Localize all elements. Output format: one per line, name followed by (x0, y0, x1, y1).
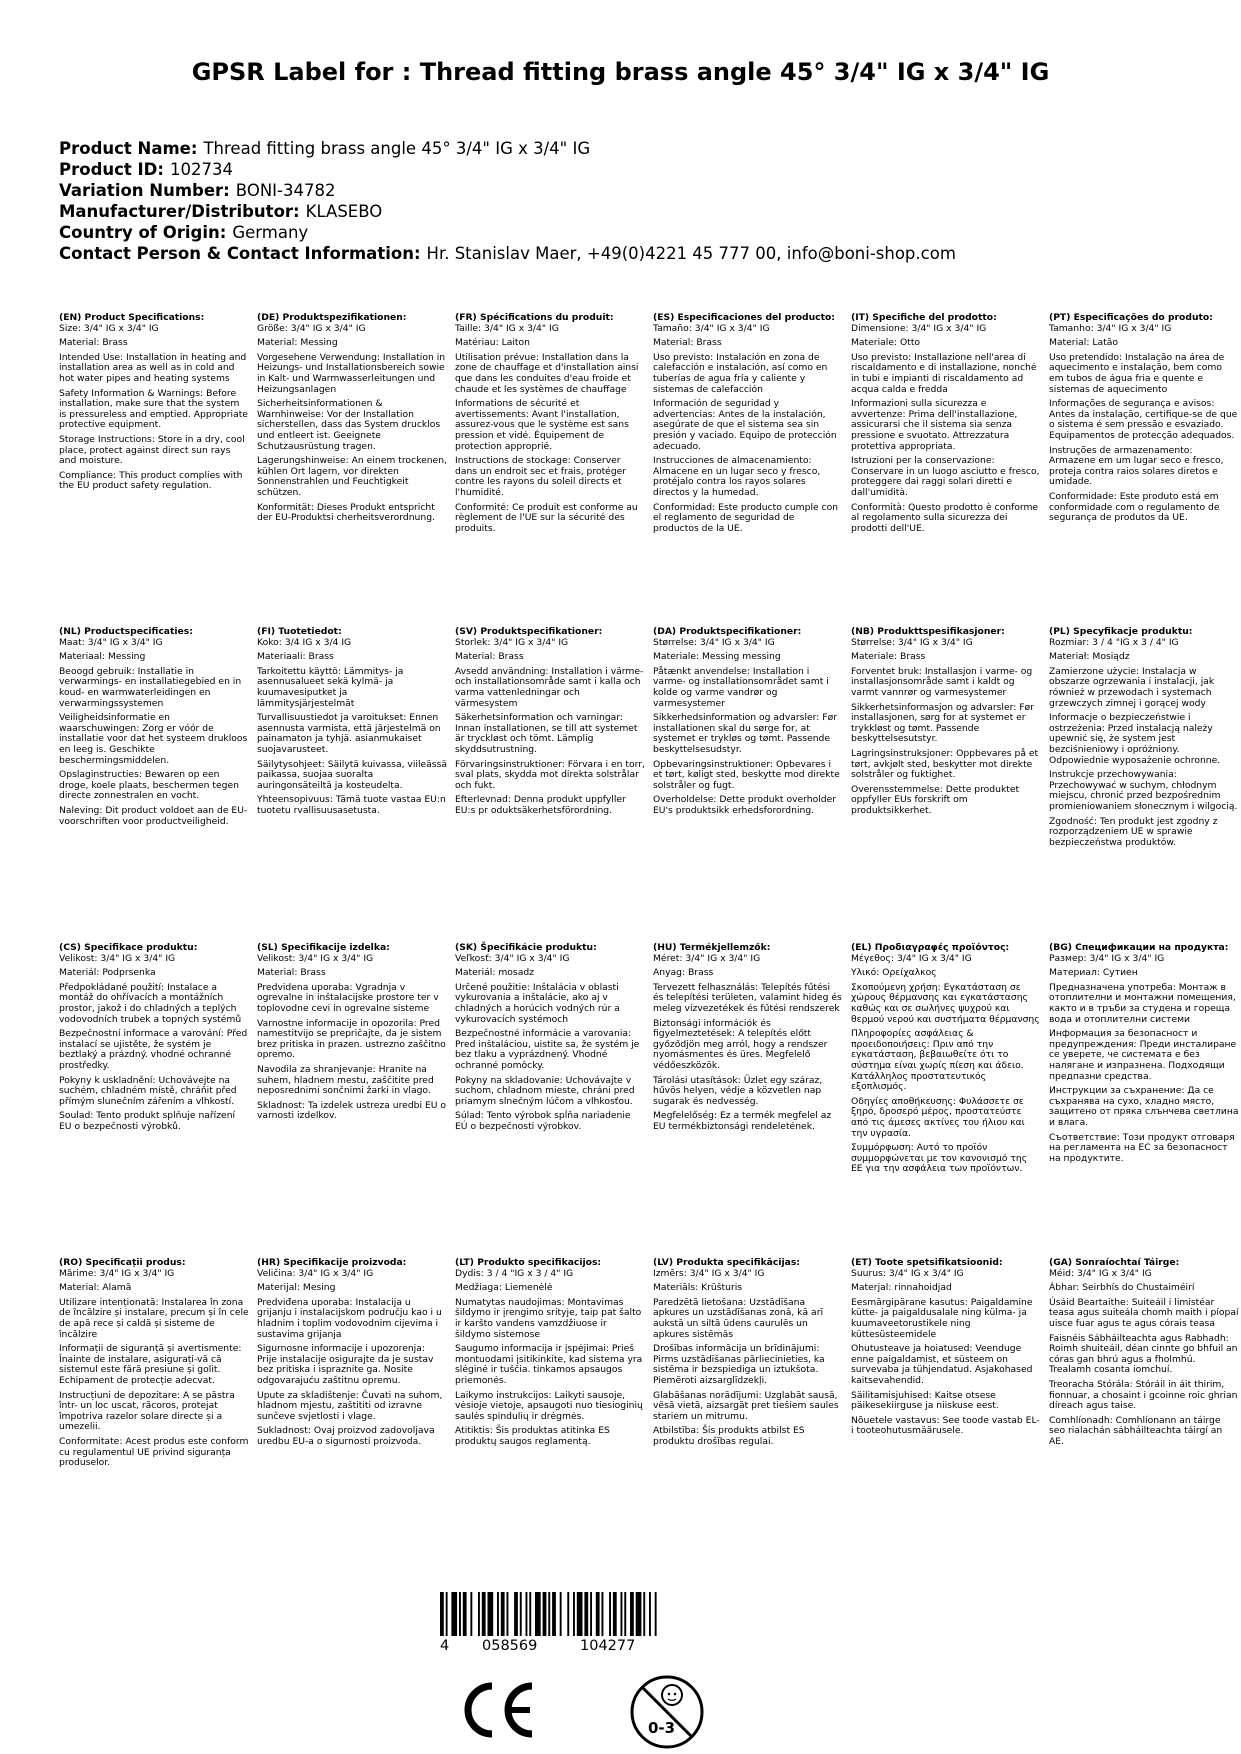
spec-heading: (NL) Productspecificaties: (59, 626, 193, 637)
spec-line: Eesmärgipärane kasutus: Paigaldamine kütte- ja paigaldusalale ning külma- ja kuumaveetorustikele ning küttesüsteemidele (851, 1296, 1033, 1340)
spec-line: Πληροφορίες ασφάλειας & προειδοποιήσεις: Πριν από την εγκατάσταση, βεβαιωθείτε ότι το σύστημα είναι χωρίς πίεση και άδειο. Κατάλληλος προστατευτικός εξοπλισμός. (851, 1028, 1024, 1093)
barcode-bar (573, 1592, 575, 1636)
barcode-bar (482, 1592, 486, 1636)
spec-line: Ábhar: Seirbhís do Chustaiméirí (1049, 1282, 1195, 1294)
spec-line: Μέγεθος: 3/4" IG x 3/4" IG (851, 952, 972, 964)
spec-line: Rozmiar: 3 / 4 "IG x 3 / 4" IG (1049, 636, 1179, 648)
barcode-lead-digit: 4 (440, 1638, 450, 1654)
spec-heading: (HU) Termékjellemzők: (653, 942, 771, 953)
spec-heading: (ES) Especificaciones del producto: (653, 312, 835, 323)
spec-line: Sicherheitsinformationen & Warnhinweise: Vor der Installation sicherstellen, dass das System drucklos und entleert ist. Geeignete Schutzausrüstung tragen. (257, 398, 441, 452)
spec-line: Informacje o bezpieczeństwie i ostrzeżenia: Przed instalacją należy upewnić się, że system jest bezciśnieniowy i opróżniony. Odpowiednie wyposażenie ochronne. (1049, 712, 1221, 766)
spec-line: Dydis: 3 / 4 "IG x 3 / 4" IG (455, 1267, 574, 1279)
spec-line: Forventet bruk: Installasjon i varme- og installasjonsområde samt i kaldt og varmt vannrør og varmesystemer (851, 665, 1033, 698)
spec-line: Anyag: Brass (653, 967, 714, 979)
spec-line: Material: Latão (1049, 337, 1118, 349)
barcode-bar (596, 1592, 600, 1636)
spec-line: Conformitate: Acest produs este conform cu regulamentul UE privind siguranța produselor. (59, 1435, 249, 1469)
spec-line: Size: 3/4" IG x 3/4" IG (59, 322, 159, 334)
spec-line: Размер: 3/4" IG x 3/4" IG (1049, 952, 1165, 964)
spec-line: Materiāls: Krūšturis (653, 1282, 743, 1294)
spec-heading: (HR) Specifikacije proizvoda: (257, 1257, 407, 1268)
spec-block (653, 627, 843, 821)
spec-line: Größe: 3/4" IG x 3/4" IG (257, 322, 366, 334)
spec-line: Zamierzone użycie: Instalacja w obszarze ogrzewania i instalacji, jak również w przewodach i systemach grzewczych zimnej i gorącej wody (1049, 665, 1215, 709)
spec-line: Informazioni sulla sicurezza e avvertenze: Prima dell'installazione, assicurarsi che il sistema sia senza pressione e svuotato. Attrezzatura protettiva appropriata. (851, 398, 1018, 452)
spec-line: Material: Brass (257, 967, 326, 979)
spec-line: Uso pretendido: Instalação na área de aquecimento e instalação, bem como em tubos de água fria e quente e sistemas de aquecimento (1049, 351, 1225, 395)
spec-line: Opbevaringsinstruktioner: Opbevares i et tørt, køligt sted, beskytte mod direkte solstråler og fugt. (653, 758, 840, 791)
spec-line: Opslaginstructies: Bewaren op een droge, koele plaats, beschermen tegen directe zonnestralen en vocht. (59, 769, 239, 802)
spec-line: Faisnéis Sábháilteachta agus Rabhadh: Roimh shuiteáil, déan cinnte go bhfuil an córas gan bhrú agus a fholmhú. Trealamh cosanta iomchuí. (1049, 1332, 1238, 1376)
barcode-bar (520, 1592, 522, 1636)
barcode-bar (643, 1592, 645, 1636)
spec-line: Matériau: Laiton (455, 337, 530, 349)
country-label: Country of Origin: (59, 223, 227, 242)
spec-heading: (DE) Produktspezifikationen: (257, 312, 407, 323)
barcode-bar (609, 1592, 611, 1636)
spec-line: Medžiaga: Liemenėlė (455, 1282, 553, 1294)
spec-line: Material: Messing (257, 337, 338, 349)
spec-line: Utilisation prévue: Installation dans la zone de chauffage et d'installation ainsi que dans les conduites d'eau froide et chaude et les systèmes de chauffage (455, 351, 639, 395)
spec-line: Conformidade: Este produto está em conformidade com o regulamento de segurança de produtos da UE. (1049, 490, 1220, 524)
spec-line: Storlek: 3/4" IG x 3/4" IG (455, 636, 569, 648)
spec-heading: (CS) Specifikace produktu: (59, 942, 198, 953)
spec-line: Sigurnosne informacije i upozorenja: Prije instalacije osigurajte da je sustav bez pritiska i ispraznite ga. Nosite odgovarajuću zaštitnu opremu. (257, 1343, 434, 1386)
spec-line: Paredzētā lietošana: Uzstādīšana apkures un uzstādīšanas zonā, kā arī aukstā un siltā ūdens caurulēs un apkures sistēmās (653, 1296, 824, 1340)
variation-number-row (59, 180, 956, 201)
spec-line: Maat: 3/4" IG x 3/4" IG (59, 636, 163, 648)
spec-heading: (GA) Sonraíochtaí Táirge: (1049, 1257, 1180, 1268)
spec-line: Materiál: Podprsenka (59, 967, 156, 979)
barcode-left-digits: 058569 (482, 1638, 538, 1654)
barcode-bar (488, 1592, 494, 1636)
barcode-bar (529, 1592, 531, 1636)
spec-line: Upute za skladištenje: Čuvati na suhom, hladnom mjestu, zaštititi od izravne sunčeve svjetlosti i vlage. (257, 1389, 443, 1422)
barcode (440, 1592, 660, 1636)
spec-line: Sukladnost: Ovaj proizvod zadovoljava uredbu EU-a o sigurnosti proizvoda. (257, 1425, 435, 1447)
spec-line: Tarkoitettu käyttö: Lämmitys- ja asennusalueet sekä kylmä- ja kuumavesiputket ja lämmitysjärjestelmät (257, 665, 404, 709)
spec-line: Materiál: mosadz (455, 967, 534, 979)
spec-block (59, 627, 249, 831)
barcode-bar (577, 1592, 583, 1636)
spec-block (851, 943, 1041, 1179)
spec-line: Treoracha Stórála: Stóráil in áit thirim, fionnuar, a chosaint i gcoinne roic ghrian díreach agus taise. (1049, 1378, 1238, 1412)
spec-line: Veľkosť: 3/4" IG x 3/4" IG (455, 952, 570, 964)
country-row (59, 222, 956, 243)
age-warning-icon (628, 1673, 706, 1751)
spec-line: Υλικό: Ορείχαλκος (851, 967, 937, 979)
spec-line: Intended Use: Installation in heating and installation area as well as in cold and hot water pipes and heating systems (59, 351, 247, 384)
spec-heading: (PT) Especificações do produto: (1049, 312, 1213, 323)
spec-line: Información de seguridad y advertencias: Antes de la instalación, asegúrate de que el sistema sea sin presión y vaciado. Equipo de protección adecuado. (653, 398, 837, 452)
spec-line: Информация за безопасност и предупреждения: Преди инсталиране се уверете, че системата е без налягане и изпразнена. Подходящи предпазни средства. (1049, 1028, 1237, 1082)
spec-heading: (ET) Toote spetsifikatsioonid: (851, 1257, 1003, 1268)
spec-line: Overholdelse: Dette produkt overholder EU's produktsikk erhedsforordning. (653, 794, 837, 816)
spec-heading: (EN) Product Specifications: (59, 312, 205, 323)
spec-line: Instrucciones de almacenamiento: Almacene en un lugar seco y fresco, protéjalo contra los rayos solares directos y la humedad. (653, 455, 821, 498)
spec-block (455, 627, 645, 821)
variation-number-value: BONI-34782 (235, 181, 336, 200)
manufacturer-value: KLASEBO (305, 202, 383, 221)
barcode-bar (497, 1592, 499, 1636)
spec-block (455, 1258, 645, 1452)
spec-line: Zgodność: Ten produkt jest zgodny z rozporządzeniem UE w sprawie bezpieczeństwa produktów. (1049, 815, 1218, 848)
barcode-bar (463, 1592, 467, 1636)
spec-line: Предназначена употреба: Монтаж в отоплителни и монтажни помещения, както и в тръби за студена и гореща вода и отоплителни системи (1049, 981, 1236, 1025)
spec-line: Velikost: 3/4" IG x 3/4" IG (257, 952, 374, 964)
manufacturer-label: Manufacturer/Distributor: (59, 202, 300, 221)
spec-line: Informações de segurança e avisos: Antes da instalação, certifique-se de que o sistema é sem pressão e esvaziado. Equipamentos de protecção adequados. (1049, 398, 1238, 441)
spec-line: Tárolási utasítások: Üzlet egy száraz, hűvös helyen, védje a közvetlen nap sugarak és nedvesség. (653, 1074, 823, 1107)
spec-line: Comhlíonadh: Comhlíonann an táirge seo rialachán sábháilteachta táirgí an AE. (1049, 1414, 1223, 1447)
spec-line: Størrelse: 3/4" IG x 3/4" IG (851, 636, 973, 648)
spec-heading: (SK) Špecifikácie produktu: (455, 942, 597, 953)
spec-line: Méret: 3/4" IG x 3/4" IG (653, 952, 761, 964)
spec-heading: (SL) Specifikacije izdelka: (257, 942, 390, 953)
age-warning-text: 0-3 (648, 1719, 676, 1737)
barcode-bar (548, 1592, 550, 1636)
spec-line: Určené použitie: Inštalácia v oblasti vykurovania a inštalácie, ako aj v chladných a horúcich vodných rúr a vykurovacích systémoch (455, 981, 620, 1025)
spec-heading: (DA) Produktspecifikationer: (653, 626, 802, 637)
barcode-bar (470, 1592, 472, 1636)
spec-block (1049, 313, 1239, 528)
spec-line: Storage Instructions: Store in a dry, cool place, protect against direct sun rays and moisture. (59, 433, 245, 467)
spec-heading: (PL) Specyfikacje produktu: (1049, 626, 1193, 637)
spec-line: Instructions de stockage: Conserver dans un endroit sec et frais, protéger contre les rayons du soleil directs et l'humidité. (455, 455, 627, 498)
spec-line: Съответствие: Този продукт отговаря на регламента на ЕС за безопасност на продуктите. (1049, 1131, 1235, 1164)
spec-line: Säilytysohjeet: Säilytä kuivassa, viileässä paikassa, suojaa suoralta auringonsäteiltä ja kosteudelta. (257, 758, 448, 791)
spec-heading: (BG) Спецификации на продукта: (1049, 942, 1229, 953)
spec-line: Conformità: Questo prodotto è conforme al regolamento sulla sicurezza dei prodotti dell'UE. (851, 501, 1039, 534)
spec-line: Tamanho: 3/4" IG x 3/4" IG (1049, 322, 1172, 334)
barcode-bar (655, 1592, 657, 1636)
spec-line: Συμμόρφωση: Αυτό το προϊόν συμμορφώνεται με τον κανονισμό της ΕΕ για την ασφάλεια των προϊόντων. (851, 1142, 1028, 1175)
spec-line: Lagerungshinweise: An einem trockenen, kühlen Ort lagern, vor direkten Sonnenstrahlen und Feuchtigkeit schützen. (257, 455, 447, 498)
country-value: Germany (232, 223, 309, 242)
barcode-bar (552, 1592, 556, 1636)
spec-line: Material: Brass (455, 651, 524, 663)
spec-line: Lagringsinstruksjoner: Oppbevares på et tørt, avkjølt sted, beskytter mot direkte solstråler og fuktighet. (851, 747, 1039, 781)
barcode-bar (613, 1592, 617, 1636)
spec-line: Skladnost: Ta izdelek ustreza uredbi EU o varnosti izdelkov. (257, 1099, 447, 1122)
spec-block (1049, 1258, 1239, 1452)
spec-line: Megfelelőség: Ez a termék megfelel az EU termékbiztonsági rendeletének. (653, 1110, 832, 1132)
spec-line: Sikkerhetsinformasjon og advarsler: Før installasjonen, sørg for at systemet er trykkløst og tømt. Passende beskyttelsesutstyr. (851, 701, 1034, 745)
spec-block (59, 1258, 249, 1473)
spec-block (455, 943, 645, 1137)
spec-block (257, 943, 447, 1126)
spec-block (257, 627, 447, 821)
spec-line: Uso previsto: Instalación en zona de calefacción e instalación, así como en tuberías de agua fría y caliente y sistemas de calefacción (653, 351, 828, 395)
spec-line: Vorgesehene Verwendung: Installation in Heizungs- und Installationsbereich sowie in Kalt- und Warmwasserleitungen und Heizungsanlagen (257, 351, 446, 395)
manufacturer-row (59, 201, 956, 222)
spec-block (851, 627, 1041, 821)
spec-line: Taille: 3/4" IG x 3/4" IG (455, 322, 559, 334)
spec-line: Yhteensopivuus: Tämä tuote vastaa EU:n tuotetu rvallisuusasetusta. (257, 794, 446, 816)
spec-line: Størrelse: 3/4" IG x 3/4" IG (653, 636, 775, 648)
spec-block (653, 313, 843, 538)
spec-line: Материал: Сутиен (1049, 967, 1138, 979)
spec-line: Úsáid Beartaithe: Suiteáil i limistéar teasa agus suiteála chomh maith i píopaí uisce fuar agus te agus córais teasa (1049, 1296, 1239, 1329)
spec-line: Suurus: 3/4" IG x 3/4" IG (851, 1267, 964, 1279)
spec-heading: (FI) Tuotetiedot: (257, 626, 342, 637)
barcode-bar (567, 1592, 569, 1636)
spec-line: Tamaño: 3/4" IG x 3/4" IG (653, 322, 770, 334)
barcode-bar (560, 1592, 562, 1636)
spec-line: Materiaali: Brass (257, 651, 334, 663)
spec-line: Инструкции за съхранение: Да се съхранява на сухо, хладно място, защитено от пряка слънчева светлина и влага. (1049, 1085, 1239, 1128)
spec-line: Materiale: Brass (851, 651, 926, 663)
product-name-value: Thread fitting brass angle 45° 3/4" IG x 3/4" IG (203, 139, 591, 158)
spec-line: Turvallisuustiedot ja varoitukset: Ennen asennusta varmista, että järjestelmä on painamaton ja tyhjä. asianmukaiset suojavarusteet. (257, 712, 441, 755)
spec-line: Safety Information & Warnings: Before installation, make sure that the system is pressureless and emptied. Appropriate protective equipment. (59, 387, 248, 431)
spec-line: Predvidena uporaba: Vgradnja v ogrevalne in inštalacijske prostore ter v toplovodne cevi in ogrevalne sisteme (257, 981, 439, 1014)
barcode-bar (526, 1592, 528, 1636)
spec-block (59, 943, 249, 1137)
spec-line: Izmērs: 3/4" IG x 3/4" IG (653, 1267, 765, 1279)
spec-line: Méid: 3/4" IG x 3/4" IG (1049, 1267, 1152, 1279)
spec-block (851, 313, 1041, 538)
spec-line: Tervezett felhasználás: Telepítés fűtési és telepítési területen, valamint hideg és meleg vízvezetékek és fűtési rendszerek (653, 981, 842, 1014)
spec-block (1049, 943, 1239, 1168)
spec-line: Material: Alamă (59, 1282, 132, 1294)
spec-line: Conformidad: Este producto cumple con el reglamento de seguridad de productos de la UE. (653, 501, 839, 534)
spec-line: Materiale: Messing messing (653, 651, 781, 663)
barcode-bar (649, 1592, 651, 1636)
spec-line: Atbilstība: Šis produkts atbilst ES produktu drošības regulai. (653, 1425, 805, 1447)
spec-block (851, 1258, 1041, 1441)
spec-line: Materijal: Mesing (257, 1282, 336, 1294)
spec-line: Efterlevnad: Denna produkt uppfyller EU:s pr oduktsäkerhetsförordning. (455, 794, 626, 816)
spec-line: Nõuetele vastavus: See toode vastab EL-i tooteohutusmäärusele. (851, 1414, 1040, 1437)
barcode-bar (478, 1592, 480, 1636)
spec-line: Velikost: 3/4" IG x 3/4" IG (59, 952, 176, 964)
spec-line: Beoogd gebruik: Installatie in verwarmings- en installatiegebied en in koud- en warmwaterleidingen en verwarmingssystemen (59, 665, 242, 709)
spec-line: Informations de sécurité et avertissements: Avant l'installation, assurez-vous que le système est sans pression et vidé. Équipement de protection approprié. (455, 398, 629, 452)
spec-line: Mărime: 3/4" IG x 3/4" IG (59, 1267, 175, 1279)
spec-line: Οδηγίες αποθήκευσης: Φυλάσσετε σε ξηρό, δροσερό μέρος, προστατεύστε από τις άμεσες ακτίνες του ήλιου και την υγρασία. (851, 1095, 1025, 1139)
spec-line: Varnostne informacije in opozorila: Pred namestitvijo se prepričajte, da je sistem brez pritiska in prazen. ustrezno zaščitno opremo. (257, 1017, 446, 1061)
spec-line: Laikymo instrukcijos: Laikyti sausoje, vėsioje vietoje, apsaugoti nuo tiesioginių saulės spindulių ir drėgmės. (455, 1389, 643, 1422)
barcode-bar (451, 1592, 457, 1636)
product-name-label: Product Name: (59, 139, 198, 158)
product-id-value: 102734 (169, 160, 233, 179)
barcode-bar (590, 1592, 592, 1636)
barcode-bar (621, 1592, 623, 1636)
spec-line: Avsedd användning: Installation i värme- och installationsområde samt i kalla och varma vattenledningar och värmesystem (455, 665, 644, 709)
spec-line: Instruções de armazenamento: Armazene em um lugar seco e fresco, proteja contra raios solares diretos e umidade. (1049, 444, 1224, 488)
spec-block (257, 1258, 447, 1452)
spec-line: Pokyny k uskladnění: Uchovávejte na suchém, chladném místě, chráňit před přímým slunečním zářením a vlhkostí. (59, 1074, 237, 1107)
spec-block (257, 313, 447, 528)
spec-line: Veiligheidsinformatie en waarschuwingen: Zorg er vóór de installatie voor dat het systeem drukloos en leeg is. Geschikte beschermingsmiddelen. (59, 712, 248, 766)
spec-line: Istruzioni per la conservazione: Conservare in un luogo asciutto e fresco, proteggere dai raggi solari diretti e dall'umidità. (851, 455, 1040, 498)
spec-line: Overensstemmelse: Dette produktet oppfyller EUs forskrift om produktsikkerhet. (851, 783, 1020, 816)
spec-line: Ohutusteave ja hoiatused: Veenduge enne paigaldamist, et süsteem on survevaba ja tühjendatud. Asjakohased kaitsevahendid. (851, 1343, 1033, 1386)
contact-row (59, 243, 956, 264)
spec-line: Soulad: Tento produkt splňuje nařízení EU o bezpečnosti výrobků. (59, 1110, 236, 1132)
spec-line: Materiale: Otto (851, 337, 921, 349)
spec-heading: (SV) Produktspecifikationer: (455, 626, 603, 637)
barcode-bar (459, 1592, 461, 1636)
barcode-bar (440, 1592, 444, 1636)
spec-heading: (NB) Produkttspesifikasjoner: (851, 626, 1005, 637)
product-id-label: Product ID: (59, 160, 164, 179)
spec-line: Instrucțiuni de depozitare: A se păstra într- un loc uscat, răcoros, protejat împotriva razelor solare directe și a umezelii. (59, 1389, 235, 1433)
spec-line: Biztonsági információk és figyelmeztetések: A telepítés előtt győződjön meg arról, hogy a rendszer nyomásmentes és üres. Megfelelő védőeszközök. (653, 1017, 828, 1071)
barcode-bar (630, 1592, 634, 1636)
spec-block (1049, 627, 1239, 852)
spec-line: Předpokládané použití: Instalace a montáž do ohřívacích a montážních prostor, jakož i do chladných a teplých vodovodních trubek a topných systémů (59, 981, 242, 1025)
product-info (59, 138, 956, 264)
spec-heading: (LV) Produkta specifikācijas: (653, 1257, 800, 1268)
spec-line: Saugumo informacija ir įspėjimai: Prieš montuodami įsitikinkite, kad sistema yra slėginė ir tuščia. tinkamos apsaugos priemonės. (455, 1343, 643, 1386)
spec-line: Materiał: Mosiądz (1049, 651, 1130, 663)
barcode-bar (535, 1592, 541, 1636)
spec-block (59, 313, 249, 496)
ce-mark-icon (458, 1680, 538, 1740)
spec-line: Säilitamisjuhised: Kaitse otsese päikesekiirguse ja niiskuse eest. (851, 1389, 999, 1412)
spec-line: Naleving: Dit product voldoet aan de EU-voorschriften voor productveiligheid. (59, 804, 248, 827)
product-name-row (59, 138, 956, 159)
spec-line: Informații de siguranță și avertismente: Înainte de instalare, asigurați-vă că sistemul este fără presiune și golit. Echipament de protecție adecvat. (59, 1343, 242, 1386)
barcode-bar (636, 1592, 642, 1636)
spec-block (455, 313, 645, 538)
barcode-bar (624, 1592, 626, 1636)
spec-line: Navodila za shranjevanje: Hranite na suhem, hladnem mestu, zaščitite pred neposrednimi sončnimi žarki in vlago. (257, 1063, 434, 1097)
spec-block (653, 943, 843, 1137)
spec-block (653, 1258, 843, 1452)
spec-line: Veličina: 3/4" IG x 3/4" IG (257, 1267, 374, 1279)
spec-heading: (FR) Spécifications du produit: (455, 312, 614, 323)
spec-line: Atitiktis: Šis produktas atitinka ES produktų saugos reglamentą. (455, 1425, 610, 1447)
spec-line: Material: Brass (653, 337, 722, 349)
spec-line: Utilizare intenționată: Instalarea în zona de încălzire și instalare, precum și în cele de apă rece și caldă și sisteme de încălzire (59, 1296, 249, 1340)
spec-line: Materjal: rinnahoidjad (851, 1282, 952, 1294)
spec-line: Bezpečnostní informace a varování: Před instalací se ujistěte, že systém je beztlaký a prázdný. vhodné ochranné prostředky. (59, 1028, 248, 1071)
spec-line: Numatytas naudojimas: Montavimas šildymo ir įrengimo srityje, taip pat šalto ir karšto vandens vamzdžiuose ir šildymo sistemose (455, 1296, 642, 1340)
spec-line: Σκοπούμενη χρήση: Εγκατάσταση σε χώρους θέρμανσης και εγκατάστασης καθώς και σε σωλήνες ψυχρού και θερμού νερού και συστήματα θέρμανσης (851, 981, 1040, 1025)
spec-heading: (RO) Specificații produs: (59, 1257, 186, 1268)
barcode-right-digits: 104277 (580, 1638, 636, 1654)
spec-line: Pokyny na skladovanie: Uchovávajte v suchom, chladnom mieste, chráni pred priamym slnečným lúčom a vlhkosťou. (455, 1074, 635, 1107)
barcode-bar (602, 1592, 604, 1636)
spec-line: Súlad: Tento výrobok spĺňa nariadenie EÚ o bezpečnosti výrobkov. (455, 1110, 631, 1132)
page-title: GPSR Label for : Thread fitting brass angle 45° 3/4" IG x 3/4" IG (191, 58, 1050, 86)
spec-line: Koko: 3/4 IG x 3/4 IG (257, 636, 352, 648)
contact-label: Contact Person & Contact Information: (59, 244, 421, 263)
spec-line: Materiaal: Messing (59, 651, 146, 663)
spec-line: Förvaringsinstruktioner: Förvara i en torr, sval plats, skydda mot direkta solstrålar och fukt. (455, 758, 645, 791)
variation-number-label: Variation Number: (59, 181, 230, 200)
spec-line: Conformité: Ce produit est conforme au règlement de l'UE sur la sécurité des produits. (455, 501, 638, 534)
spec-heading: (LT) Produkto specifikacijos: (455, 1257, 602, 1268)
spec-line: Sikkerhedsinformation og advarsler: Før installationen skal du sørge for, at systemet er trykløs og tømt. Passende beskyttelsesudstyr. (653, 712, 837, 755)
spec-line: Predviđena uporaba: Instalacija u grijanju i instalacijskom području kao i u hladnim i toplim vodovodnim cijevima i sustavima grijanja (257, 1296, 442, 1340)
barcode-bar (584, 1592, 588, 1636)
contact-value: Hr. Stanislav Maer, +49(0)4221 45 777 00, info@boni-shop.com (426, 244, 956, 263)
barcode-bar (501, 1592, 505, 1636)
spec-line: Drošības informācija un brīdinājumi: Pirms uzstādīšanas pārliecinieties, ka sistēma ir bezspiediga un iztukšota. Piemēroti aizsarglīdzekļi. (653, 1343, 825, 1386)
spec-heading: (IT) Specifiche del prodotto: (851, 312, 997, 323)
spec-line: Uso previsto: Installazione nell'area di riscaldamento e di installazione, nonché in tubi e impianti di riscaldamento ad acqua calda e fredda (851, 351, 1037, 395)
barcode-bar (507, 1592, 509, 1636)
spec-line: Glabāšanas norādījumi: Uzglabāt sausā, vēsā vietā, aizsargāt pret tiešiem saules stariem un mitrumu. (653, 1389, 839, 1422)
spec-line: Dimensione: 3/4" IG x 3/4" IG (851, 322, 987, 334)
spec-line: Instrukcje przechowywania: Przechowywać w suchym, chłodnym miejscu, chronić przed bezpośrednim promieniowaniem słonecznym i wilgocią. (1049, 769, 1238, 812)
product-id-row (59, 159, 956, 180)
barcode-bar (543, 1592, 547, 1636)
barcode-bar (514, 1592, 518, 1636)
spec-line: Compliance: This product complies with the EU product safety regulation. (59, 469, 243, 492)
spec-line: Bezpečnostné informácie a varovania: Pred inštaláciou, uistite sa, že systém je bez tlaku a vyprázdnený. Vhodné ochranné pomôcky. (455, 1028, 640, 1071)
barcode-bar (446, 1592, 448, 1636)
spec-heading: (EL) Προδιαγραφές προϊόντος: (851, 942, 1010, 953)
spec-line: Säkerhetsinformation och varningar: Innan installationen, se till att systemet är tryckløst och tömt. Lämplig skyddsutrustning. (455, 712, 638, 755)
spec-line: Material: Brass (59, 337, 128, 349)
spec-line: Påtænkt anvendelse: Installation i varme- og installationsområdet samt i kolde og varme vandrør og varmesystemer (653, 665, 829, 709)
spec-line: Konformität: Dieses Produkt entspricht der EU-Produktsi cherheitsverordnung. (257, 501, 435, 524)
